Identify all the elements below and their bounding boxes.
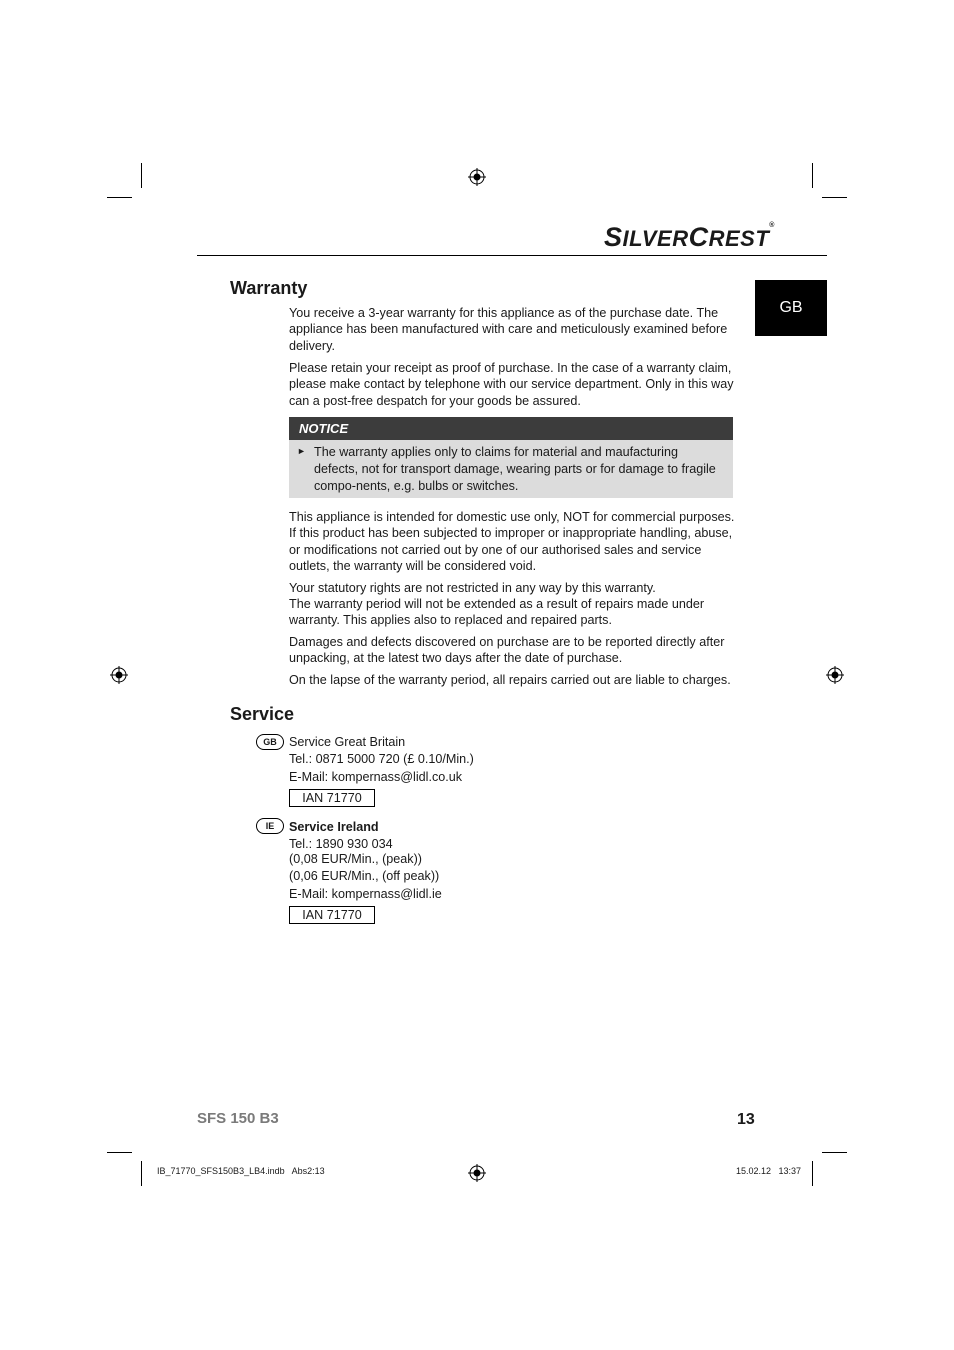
gb-country-badge: GB — [256, 734, 284, 750]
bullet-arrow-icon: ► — [297, 446, 306, 456]
crop-mark — [107, 1152, 132, 1153]
service-ie-tel: Tel.: 1890 930 034 — [289, 837, 393, 851]
crop-mark — [107, 197, 132, 198]
registration-mark-icon — [110, 666, 128, 684]
crop-mark — [812, 163, 813, 188]
warranty-paragraph: On the lapse of the warranty period, all repairs carried out are liable to charges. — [289, 673, 731, 687]
crop-mark — [812, 1161, 813, 1186]
service-ie-email: E-Mail: kompernass@lidl.ie — [289, 887, 442, 901]
notice-title-bar — [289, 417, 733, 440]
warranty-paragraph: This appliance is intended for domestic use only, NOT for commercial purposes. If this product has been subjected to improper or inappropriate handling, abuse, or modifications not carried out by one of our authorised sales and service outlets, the warranty will be considered void. — [289, 510, 735, 573]
warranty-paragraph: Your statutory rights are not restricted in any way by this warranty. — [289, 581, 656, 595]
notice-box — [289, 440, 733, 498]
service-gb-tel: Tel.: 0871 5000 720 (£ 0.10/Min.) — [289, 752, 474, 766]
service-ie-rate-peak: (0,08 EUR/Min., (peak)) — [289, 852, 422, 866]
brand-logo: SILVERCREST® — [604, 222, 775, 252]
crop-mark — [822, 1152, 847, 1153]
registration-mark-icon — [468, 168, 486, 186]
page-number: 13 — [737, 1111, 755, 1128]
warranty-paragraph: The warranty period will not be extended as a result of repairs made under warranty. This applies also to replaced and repaired parts. — [289, 597, 705, 628]
print-slug-date: 15.02.12 13:37 — [736, 1166, 802, 1176]
ie-country-badge: IE — [256, 818, 284, 834]
notice-title: NOTICE — [299, 421, 349, 436]
crop-mark — [822, 197, 847, 198]
warranty-paragraph: You receive a 3-year warranty for this appliance as of the purchase date. The appliance has been manufactured with care and meticulously examined before delivery. — [289, 306, 728, 353]
ian-box: IAN 71770 — [289, 906, 375, 924]
ian-box: IAN 71770 — [289, 789, 375, 807]
service-gb-name: Service Great Britain — [289, 735, 406, 749]
notice-text: The warranty applies only to claims for material and maufacturing defects, not for transport damage, wearing parts or for damage to fragile compo-nents, e.g. bulbs or switches. — [314, 445, 716, 493]
service-ie-rate-offpeak: (0,06 EUR/Min., (off peak)) — [289, 869, 440, 883]
crop-mark — [141, 1161, 142, 1186]
warranty-paragraph: Damages and defects discovered on purchase are to be reported directly after unpacking, at the latest two days after the date of purchase. — [289, 635, 725, 666]
registration-mark-icon — [468, 1164, 486, 1182]
registration-mark-icon — [826, 666, 844, 684]
model-number: SFS 150 B3 — [197, 1110, 279, 1127]
print-slug-file: IB_71770_SFS150B3_LB4.indb Abs2:13 — [157, 1166, 325, 1176]
service-ie-name: Service Ireland — [289, 820, 379, 834]
language-tab: GB — [755, 280, 827, 336]
header-rule — [197, 255, 827, 256]
warranty-heading: Warranty — [230, 278, 308, 298]
warranty-paragraph: Please retain your receipt as proof of purchase. In the case of a warranty claim, please make contact by telephone with our service department. Only in this way can a post-free despatch for your goods be assured. — [289, 361, 734, 408]
service-heading: Service — [230, 704, 295, 724]
crop-mark — [141, 163, 142, 188]
service-gb-email: E-Mail: kompernass@lidl.co.uk — [289, 770, 463, 784]
